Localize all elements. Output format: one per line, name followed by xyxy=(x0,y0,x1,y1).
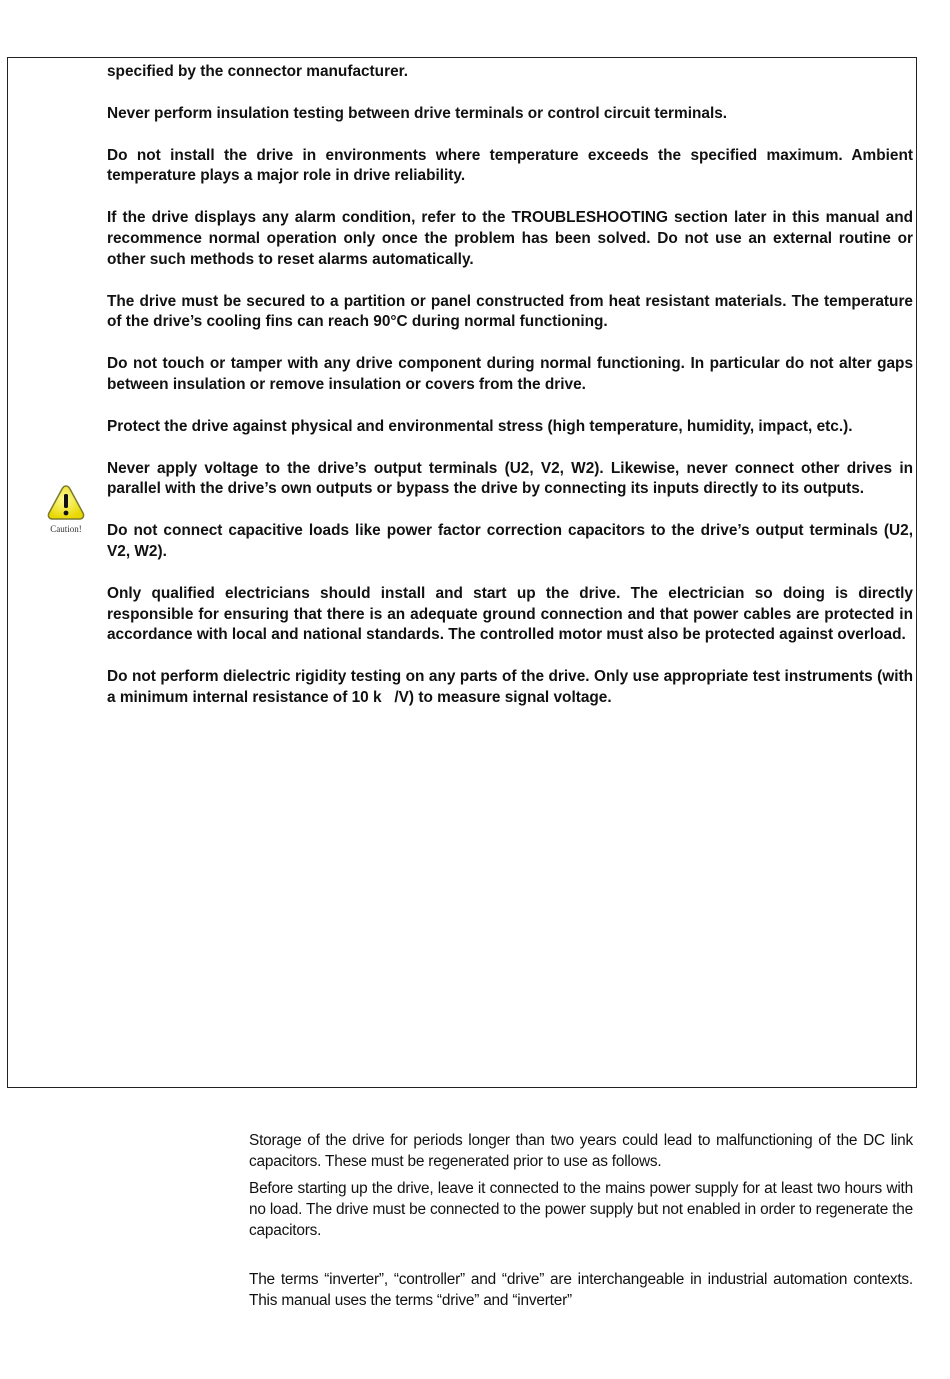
warning-paragraph: Only qualified electricians should install and start up the drive. The electrician so doing is directly responsible for ensuring that there is an adequate ground connection and that power cables are protected in accordance with local and national standards. The controlled motor must also be protected against overload. xyxy=(107,584,913,644)
notes-section xyxy=(249,1130,913,1317)
warning-paragraph: Do not connect capacitive loads like power factor correction capacitors to the drive’s output terminals (U2, V2, W2). xyxy=(107,522,913,560)
warnings-list xyxy=(107,62,913,730)
note-paragraph: The terms “inverter”, “controller” and “drive” are interchangeable in industrial automation contexts. This manual uses the terms “drive” and “inverter” xyxy=(249,1271,913,1309)
caution-symbol xyxy=(42,483,90,539)
note-paragraph: Storage of the drive for periods longer than two years could lead to malfunctioning of the DC link capacitors. These must be regenerated prior to use as follows. xyxy=(249,1132,913,1170)
warning-paragraph: Do not perform dielectric rigidity testing on any parts of the drive. Only use appropriate test instruments (with a minimum internal resistance of 10 k /V) to measure signal voltage. xyxy=(107,668,913,706)
warning-paragraph: Never perform insulation testing between drive terminals or control circuit terminals. xyxy=(107,104,728,122)
warning-paragraph: Do not touch or tamper with any drive component during normal functioning. In particular do not alter gaps between insulation or remove insulation or covers from the drive. xyxy=(107,355,913,393)
caution-triangle-icon xyxy=(46,483,86,523)
warning-paragraph: Never apply voltage to the drive’s output terminals (U2, V2, W2). Likewise, never connect other drives in parallel with the drive’s own outputs or bypass the drive by connecting its inputs directly to its outputs. xyxy=(107,459,913,498)
warning-paragraph: Do not install the drive in environments where temperature exceeds the specified maximum. Ambient temperature plays a major role in drive reliability. xyxy=(107,146,913,185)
note-paragraph: Before starting up the drive, leave it connected to the mains power supply for at least two hours with no load. The drive must be connected to the power supply but not enabled in order to regenerate the capacitors. xyxy=(249,1180,913,1239)
warning-paragraph: specified by the connector manufacturer. xyxy=(107,63,409,80)
caution-label: Caution! xyxy=(50,524,82,534)
warning-paragraph: Protect the drive against physical and environmental stress (high temperature, humidity, impact, etc.). xyxy=(107,417,853,435)
warning-paragraph: If the drive displays any alarm condition, refer to the TROUBLESHOOTING section later in this manual and recommence normal operation only once the problem has been solved. Do not use an external routine or other such methods to reset alarms automatically. xyxy=(107,209,913,268)
warning-paragraph: The drive must be secured to a partition or panel constructed from heat resistant materials. The temperature of the drive’s cooling fins can reach 90°C during normal functioning. xyxy=(107,292,913,331)
